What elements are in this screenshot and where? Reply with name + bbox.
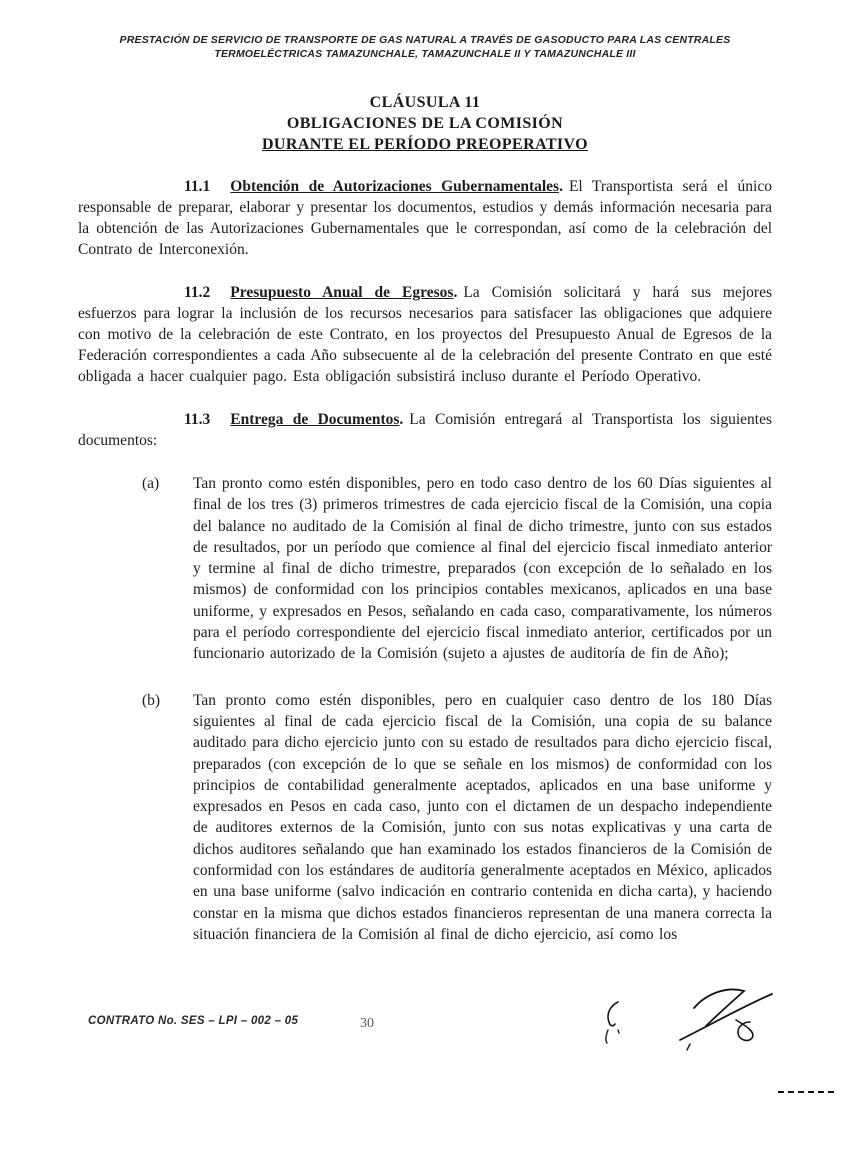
- section-heading: Entrega de Documentos: [230, 411, 400, 428]
- list-item-text: Tan pronto como estén disponibles, pero en cualquier caso dentro de los 180 Días siguientes al final de cada ejercicio fiscal de la Comisión, una copia de su balance auditado para dicho ejercicio junto con su estado de resultados para dicho ejercicio fiscal, preparados (con excepción de lo que se señale en los mismos) de conformidad con los principios de contabilidad generalmente aceptados, aplicados en una base uniforme y expresados en Pesos en cada caso, junto con el dictamen de un despacho independiente de auditores externos de la Comisión, junto con sus notas explicativas y una carta de dichos auditores señalando que han examinado los estados financieros de la Comisión de conformidad con los estándares de auditoría generalmente aceptados en México, aplicados en una base uniforme (salvo indicación en contrario contenida en dicha carta), y haciendo constar en la misma que dichos estados financieros representan de una manera correcta la situación financiera de la Comisión al final de dicho ejercicio, así como los: [193, 691, 772, 943]
- section-body-text: El Transportista será el único responsable de preparar, elaborar y presentar los documentos, estudios y demás información necesaria para la obtención de las Autorizaciones Gubernamentales que le correspondan, así como de la celebración del Contrato de Interconexión.: [78, 178, 772, 258]
- page-header-line-1: PRESTACIÓN DE SERVICIO DE TRANSPORTE DE GAS NATURAL A TRAVÉS DE GASODUCTO PARA LAS CENTRALES: [119, 34, 731, 46]
- list-item-text: Tan pronto como estén disponibles, pero en todo caso dentro de los 60 Días siguientes al final de los tres (3) primeros trimestres de cada ejercicio fiscal de la Comisión, una copia del balance no auditado de la Comisión al final de dicho trimestre, junto con sus estados de resultados, por un período que comience al final del ejercicio fiscal inmediato anterior y termine al final de dicho trimestre, preparados (con excepción de lo señalado en los mismos) de conformidad con los principios contables mexicanos, aplicados en una base uniforme, y expresados en Pesos, señalando en cada caso, comparativamente, los números para el período correspondiente del ejercicio fiscal inmediato anterior, certificados por un funcionario autorizado de la Comisión (sujeto a ajustes de auditoría de fin de Año);: [193, 475, 772, 663]
- dashed-line-mark: [778, 1091, 834, 1093]
- section-heading: Presupuesto Anual de Egresos: [230, 284, 454, 301]
- list-item-label: (b): [142, 691, 161, 709]
- clause-subheading-text: DURANTE EL PERÍODO PREOPERATIVO: [261, 136, 589, 153]
- section-number: 11.2: [184, 284, 211, 301]
- handwritten-small-mark: [596, 996, 642, 1057]
- list-item-b: [78, 690, 772, 946]
- section-body-text: La Comisión entregará al Transportista los siguientes documentos:: [78, 411, 772, 449]
- page-header: [0, 33, 850, 61]
- list-item-label: (a): [142, 475, 160, 492]
- footer-page-number: 30: [360, 1016, 374, 1031]
- section-heading-period: .: [399, 411, 404, 428]
- section-11-2: [78, 282, 772, 387]
- section-11-1: [78, 176, 772, 260]
- clause-title: [0, 92, 850, 155]
- clause-subheading: [0, 134, 850, 155]
- section-number: 11.3: [184, 411, 211, 428]
- section-body-text: La Comisión solicitará y hará sus mejores esfuerzos para lograr la inclusión de los recursos necesarios para satisfacer las obligaciones que adquiere con motivo de la celebración de este Contrato, en los proyectos del Presupuesto Anual de Egresos de la Federación correspondientes a cada Año subsecuente al de la celebración del presente Contrato en que esté obligada a hacer cualquier pago. Esta obligación subsistirá incluso durante el Período Operativo.: [78, 284, 772, 385]
- clause-number: CLÁUSULA 11: [369, 94, 481, 111]
- section-heading-period: .: [559, 178, 563, 195]
- section-heading-period: .: [453, 284, 458, 301]
- list-item-a: [78, 473, 772, 665]
- page-header-line-2: TERMOELÉCTRICAS TAMAZUNCHALE, TAMAZUNCHALE II Y TAMAZUNCHALE III: [214, 48, 636, 60]
- clause-heading: OBLIGACIONES DE LA COMISIÓN: [286, 115, 564, 132]
- section-11-3: [78, 409, 772, 451]
- footer-contract-number: CONTRATO No. SES – LPI – 002 – 05: [88, 1015, 299, 1027]
- document-body: [78, 176, 772, 970]
- section-number: 11.1: [184, 178, 211, 195]
- section-heading: Obtención de Autorizaciones Gubernamentales: [230, 178, 560, 195]
- handwritten-initials-signature: [672, 982, 784, 1059]
